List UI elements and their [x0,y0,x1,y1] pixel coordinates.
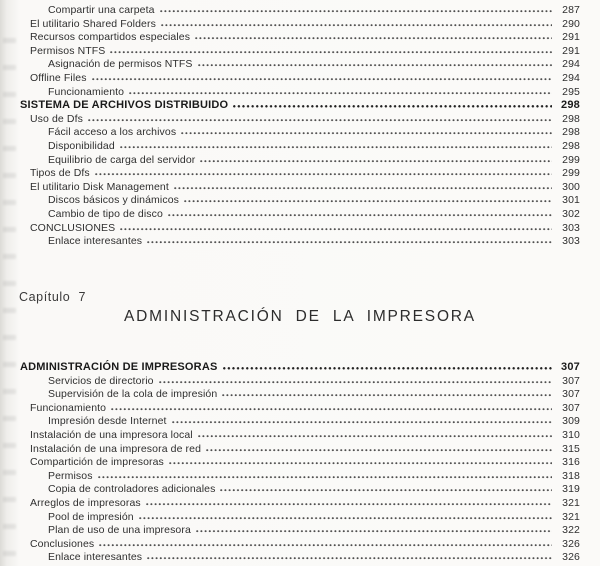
dot-leader [129,92,552,95]
toc-entry-label: Compartición de impresoras [30,456,164,469]
dot-leader [110,51,552,54]
toc-row [20,126,580,140]
toc-entry-label: El utilitario Shared Folders [30,17,156,30]
toc-entry-label: Funcionamiento [30,401,107,414]
toc-entry-page: 307 [562,374,580,387]
toc-entry-page: 299 [562,167,580,180]
toc-entry-page: 310 [562,428,580,441]
toc-row [20,456,580,470]
dot-leader [95,173,552,176]
toc-entry-page: 318 [562,469,580,482]
toc-entry-label: Supervisión de la cola de impresión [48,388,218,401]
toc-row [20,235,580,249]
toc-entry-page: 301 [562,194,580,207]
dot-leader [222,394,552,397]
toc-row [20,470,580,484]
toc-entry-label: El utilitario Disk Management [30,180,169,193]
toc-entry-label: Enlace interesantes [48,235,143,248]
dot-leader [206,449,552,452]
toc-entry-label: Cambio de tipo de disco [48,207,163,220]
toc-row [20,361,580,375]
toc-row [20,99,580,113]
toc-row [20,31,580,45]
toc-entry-page: 294 [562,71,580,84]
dot-leader [220,489,552,492]
toc-entry-label: Instalación de una impresora de red [30,442,202,455]
toc-entry-page: 326 [562,537,580,550]
dot-leader [174,187,552,190]
dot-leader [160,10,552,13]
dot-leader [168,214,552,217]
dot-leader [233,105,552,108]
toc-entry-page: 298 [561,99,580,112]
toc-entry-label: Discos básicos y dinámicos [48,194,179,207]
dot-leader [223,367,553,370]
toc-entry-label: Arreglos de impresoras [30,496,141,509]
dot-leader [161,24,552,27]
toc-section-bottom [0,361,600,565]
toc-row [20,388,580,402]
toc-row [20,18,580,32]
toc-entry-page: 291 [562,44,580,57]
toc-entry-page: 290 [562,17,580,30]
toc-entry-label: Instalación de una impresora local [30,428,193,441]
toc-entry-label: Servicios de directorio [48,374,154,387]
toc-row [20,524,580,538]
toc-entry-label: Compartir una carpeta [48,4,155,16]
toc-row [20,167,580,181]
toc-entry-label: Plan de uso de una impresora [48,524,191,537]
toc-row [20,222,580,236]
toc-entry-label: Offline Files [30,71,87,84]
toc-entry-page: 307 [561,361,580,373]
toc-section-top [0,4,600,249]
dot-leader [99,544,552,547]
toc-entry-page: 303 [562,235,580,248]
toc-entry-page: 321 [562,496,580,509]
toc-row [20,483,580,497]
toc-entry-page: 298 [562,126,580,139]
dot-leader [98,476,552,479]
toc-entry-label: Conclusiones [30,537,95,550]
toc-row [20,45,580,59]
dot-leader [196,530,552,533]
dot-leader [139,517,552,520]
toc-entry-page: 299 [562,153,580,166]
toc-entry-page: 294 [562,58,580,71]
dot-leader [195,37,552,40]
dot-leader [200,160,552,163]
toc-entry-label: Fácil acceso a los archivos [48,126,177,139]
toc-entry-page: 307 [562,401,580,414]
toc-entry-page: 326 [562,551,580,564]
dot-leader [169,462,552,465]
toc-row [20,429,580,443]
toc-entry-label: Uso de Dfs [30,112,83,125]
toc-entry-page: 309 [562,415,580,428]
toc-entry-page: 307 [562,388,580,401]
toc-entry-page: 303 [562,221,580,234]
toc-row [20,415,580,429]
toc-row [20,208,580,222]
toc-row [20,538,580,552]
toc-row [20,497,580,511]
toc-row [20,375,580,389]
dot-leader [198,435,552,438]
toc-entry-label: Recursos compartidos especiales [30,31,191,44]
dot-leader [147,557,552,560]
toc-row [20,402,580,416]
dot-leader [198,64,552,67]
toc-row [20,72,580,86]
toc-row [20,511,580,525]
toc-entry-label: Tipos de Dfs [30,167,90,180]
toc-entry-page: 321 [562,510,580,523]
toc-row [20,58,580,72]
toc-row [20,443,580,457]
toc-entry-page: 319 [562,483,580,496]
toc-row [20,113,580,127]
toc-row [20,4,580,18]
toc-row [20,194,580,208]
toc-entry-label: Pool de impresión [48,510,134,523]
toc-entry-label: Funcionamiento [48,85,125,98]
toc-entry-label: SISTEMA DE ARCHIVOS DISTRIBUIDO [20,99,229,112]
toc-entry-page: 298 [562,112,580,125]
chapter-title: ADMINISTRACIÓN DE LA IMPRESORA [124,308,476,325]
toc-row [20,551,580,565]
toc-row [20,140,580,154]
dot-leader [159,381,552,384]
toc-entry-label: Disponibilidad [48,139,115,152]
chapter-number-label: Capítulo 7 [19,290,87,304]
toc-entry-label: Asignación de permisos NTFS [48,58,193,71]
toc-row [20,181,580,195]
toc-entry-page: 300 [562,180,580,193]
dot-leader [184,200,552,203]
dot-leader [88,119,552,122]
toc-entry-label: ADMINISTRACIÓN DE IMPRESORAS [20,361,218,373]
toc-entry-label: CONCLUSIONES [30,221,116,234]
toc-entry-page: 322 [562,524,580,537]
dot-leader [120,146,552,149]
dot-leader [146,503,552,506]
toc-row [20,154,580,168]
dot-leader [92,78,552,81]
toc-entry-label: Copia de controladores adicionales [48,483,216,496]
toc-entry-page: 316 [562,456,580,469]
toc-entry-page: 291 [562,31,580,44]
toc-entry-page: 295 [562,85,580,98]
toc-entry-page: 298 [562,139,580,152]
toc-entry-label: Permisos [48,469,93,482]
dot-leader [147,241,552,244]
dot-leader [120,228,552,231]
dot-leader [172,421,552,424]
toc-entry-label: Equilibrio de carga del servidor [48,153,196,166]
toc-entry-label: Impresión desde Internet [48,415,167,428]
toc-entry-page: 287 [562,4,580,16]
toc-row [20,86,580,100]
dot-leader [181,132,552,135]
toc-entry-page: 302 [562,207,580,220]
dot-leader [111,408,552,411]
toc-entry-label: Enlace interesantes [48,551,143,564]
toc-entry-page: 315 [562,442,580,455]
toc-entry-label: Permisos NTFS [30,44,106,57]
